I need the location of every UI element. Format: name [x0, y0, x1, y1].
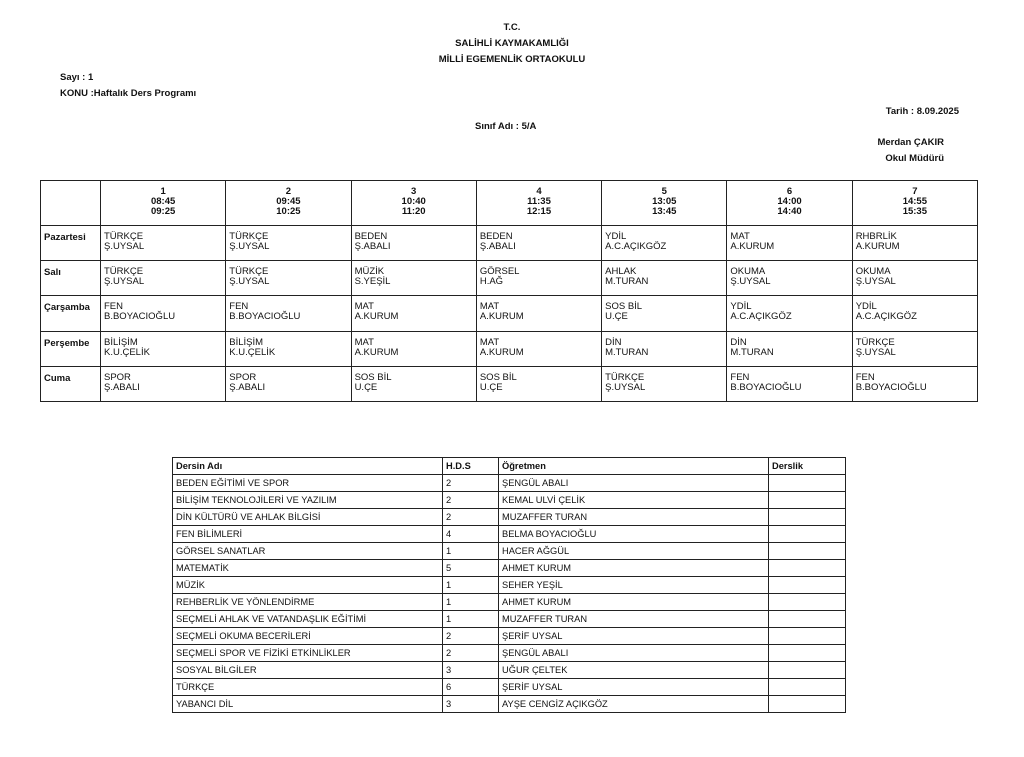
lesson-course: SOS BİL [354, 371, 392, 383]
period-end: 09:25 [150, 206, 176, 217]
lesson-cell [602, 331, 727, 366]
teacher-name: MUZAFFER TURAN [499, 611, 769, 628]
schedule-row [41, 366, 978, 401]
course-name: YABANCI DİL [173, 696, 443, 713]
course-name: MÜZİK [173, 577, 443, 594]
period-header [727, 181, 852, 226]
document-subject: KONU :Haftalık Ders Programı [60, 88, 197, 99]
lesson-teacher: Ş.UYSAL [605, 381, 646, 393]
course-row [173, 662, 846, 679]
lesson-teacher: A.KURUM [354, 346, 399, 358]
lesson-course: TÜRKÇE [605, 371, 645, 383]
classroom [769, 543, 846, 560]
lesson-cell [351, 366, 476, 401]
classroom [769, 662, 846, 679]
lesson-teacher: A.C.AÇIKGÖZ [730, 311, 792, 323]
lesson-course: YDİL [605, 231, 627, 242]
lesson-cell [351, 331, 476, 366]
lesson-cell [101, 296, 226, 331]
lesson-teacher: S.YEŞİL [354, 276, 391, 288]
period-start: 08:45 [150, 196, 176, 207]
classroom [769, 577, 846, 594]
lesson-teacher: Ş.ABALI [479, 241, 516, 252]
course-row [173, 611, 846, 628]
lesson-teacher: U.ÇE [479, 381, 503, 393]
teacher-name: ŞENGÜL ABALI [499, 645, 769, 662]
document-number: Sayı : 1 [60, 72, 94, 83]
lesson-course: FEN [229, 301, 249, 313]
weekly-hours: 1 [443, 543, 499, 560]
lesson-course: MÜZİK [354, 266, 385, 278]
weekly-hours: 4 [443, 526, 499, 543]
period-header [101, 181, 226, 226]
teacher-name: BELMA BOYACIOĞLU [499, 526, 769, 543]
course-name: SEÇMELİ SPOR VE FİZİKİ ETKİNLİKLER [173, 645, 443, 662]
day-name: Çarşamba [41, 296, 101, 331]
course-row [173, 543, 846, 560]
lesson-teacher: B.BOYACIOĞLU [104, 311, 176, 323]
course-table-header: Derslik [769, 458, 846, 475]
period-no: 1 [160, 186, 166, 197]
teacher-name: AHMET KURUM [499, 560, 769, 577]
course-row [173, 594, 846, 611]
teacher-name: SEHER YEŞİL [499, 577, 769, 594]
weekly-hours: 1 [443, 594, 499, 611]
lesson-teacher: B.BOYACIOĞLU [855, 381, 927, 393]
day-name: Perşembe [41, 331, 101, 366]
lesson-course: TÜRKÇE [104, 231, 144, 242]
course-row [173, 492, 846, 509]
weekly-hours: 6 [443, 679, 499, 696]
course-table-header: H.D.S [443, 458, 499, 475]
teacher-name: ŞERİF UYSAL [499, 628, 769, 645]
lesson-cell [852, 331, 977, 366]
course-name: BİLİŞİM TEKNOLOJİLERİ VE YAZILIM [173, 492, 443, 509]
lesson-teacher: M.TURAN [605, 346, 649, 358]
lesson-course: BEDEN [479, 231, 513, 242]
lesson-course: RHBRLİK [855, 231, 897, 242]
lesson-course: TÜRKÇE [229, 266, 269, 278]
teacher-name: AYŞE CENGİZ AÇIKGÖZ [499, 696, 769, 713]
lesson-cell [727, 261, 852, 296]
course-row [173, 679, 846, 696]
lesson-course: FEN [104, 301, 123, 313]
classroom [769, 679, 846, 696]
lesson-cell [351, 261, 476, 296]
teacher-name: ŞENGÜL ABALI [499, 475, 769, 492]
lesson-cell [476, 366, 601, 401]
schedule-row [41, 261, 978, 296]
lesson-teacher: Ş.UYSAL [229, 276, 270, 288]
classroom [769, 492, 846, 509]
lesson-teacher: B.BOYACIOĞLU [229, 311, 301, 323]
classroom [769, 560, 846, 577]
day-name: Pazartesi [41, 226, 101, 261]
course-row [173, 645, 846, 662]
lesson-teacher: Ş.UYSAL [855, 346, 896, 358]
period-no: 2 [285, 186, 292, 197]
lesson-course: BEDEN [354, 231, 388, 242]
weekly-hours: 2 [443, 645, 499, 662]
lesson-teacher: H.AĞ [479, 276, 504, 288]
teacher-name: AHMET KURUM [499, 594, 769, 611]
course-row [173, 628, 846, 645]
lesson-cell [852, 261, 977, 296]
lesson-cell [727, 226, 852, 261]
course-row [173, 526, 846, 543]
lesson-cell [476, 331, 601, 366]
course-row [173, 475, 846, 492]
lesson-course: MAT [354, 301, 374, 313]
weekly-hours: 5 [443, 560, 499, 577]
lesson-cell [476, 296, 601, 331]
schedule-header-row [41, 181, 978, 226]
schedule-row [41, 296, 978, 331]
day-name: Salı [41, 261, 101, 296]
teacher-name: HACER AĞGÜL [499, 543, 769, 560]
course-row [173, 696, 846, 713]
corner-cell [41, 181, 101, 226]
lesson-teacher: Ş.ABALI [354, 241, 391, 252]
classroom [769, 526, 846, 543]
course-row [173, 509, 846, 526]
lesson-cell [226, 296, 351, 331]
lesson-course: SOS BİL [605, 301, 643, 313]
period-no: 6 [786, 186, 793, 197]
period-end: 10:25 [276, 206, 301, 217]
principal-name: Merdan ÇAKIR [877, 137, 944, 148]
lesson-cell [101, 331, 226, 366]
classroom [769, 645, 846, 662]
weekly-hours: 3 [443, 696, 499, 713]
period-header [226, 181, 351, 226]
lesson-cell [226, 366, 351, 401]
lesson-teacher: Ş.UYSAL [730, 276, 771, 288]
lesson-course: GÖRSEL [479, 266, 520, 278]
lesson-course: AHLAK [605, 266, 637, 278]
day-name: Cuma [41, 366, 101, 401]
period-end: 14:40 [777, 206, 802, 217]
period-start: 13:05 [652, 196, 677, 207]
lesson-teacher: K.U.ÇELİK [104, 346, 150, 358]
weekly-hours: 1 [443, 577, 499, 594]
classroom [769, 475, 846, 492]
class-name: Sınıf Adı : 5/A [475, 121, 537, 132]
course-table-header-row [173, 458, 846, 475]
lesson-course: OKUMA [855, 266, 891, 278]
lesson-cell [727, 366, 852, 401]
lesson-course: TÜRKÇE [855, 336, 895, 348]
lesson-teacher: A.KURUM [354, 311, 399, 323]
period-header [476, 181, 601, 226]
lesson-teacher: B.BOYACIOĞLU [730, 381, 802, 393]
lesson-teacher: U.ÇE [354, 381, 378, 393]
course-name: SOSYAL BİLGİLER [173, 662, 443, 679]
lesson-teacher: K.U.ÇELİK [229, 346, 276, 358]
lesson-teacher: M.TURAN [605, 276, 649, 288]
lesson-course: MAT [479, 301, 500, 313]
lesson-teacher: Ş.UYSAL [855, 276, 896, 288]
lesson-teacher: A.C.AÇIKGÖZ [605, 241, 667, 252]
teacher-name: KEMAL ULVİ ÇELİK [499, 492, 769, 509]
course-name: GÖRSEL SANATLAR [173, 543, 443, 560]
course-table-header: Öğretmen [499, 458, 769, 475]
lesson-cell [351, 226, 476, 261]
lesson-cell [226, 226, 351, 261]
lesson-teacher: M.TURAN [730, 346, 774, 358]
lesson-course: BİLİŞİM [229, 336, 264, 348]
lesson-course: MAT [730, 231, 750, 242]
lesson-teacher: A.KURUM [730, 241, 775, 252]
lesson-course: FEN [730, 371, 750, 383]
teacher-name: MUZAFFER TURAN [499, 509, 769, 526]
course-name: DİN KÜLTÜRÜ VE AHLAK BİLGİSİ [173, 509, 443, 526]
course-teacher-table [172, 457, 846, 713]
weekly-hours: 1 [443, 611, 499, 628]
period-no: 4 [536, 186, 542, 197]
principal-title: Okul Müdürü [885, 153, 944, 164]
lesson-course: TÜRKÇE [229, 231, 269, 242]
schedule-row [41, 331, 978, 366]
lesson-cell [727, 331, 852, 366]
document-date: Tarih : 8.09.2025 [885, 106, 959, 117]
teacher-name: UĞUR ÇELTEK [499, 662, 769, 679]
period-start: 14:00 [777, 196, 802, 207]
period-start: 11:35 [527, 196, 551, 207]
lesson-cell [727, 296, 852, 331]
lesson-course: YDİL [855, 301, 877, 313]
course-row [173, 577, 846, 594]
lesson-course: YDİL [730, 301, 752, 313]
lesson-cell [602, 261, 727, 296]
lesson-cell [852, 226, 977, 261]
course-name: SEÇMELİ AHLAK VE VATANDAŞLIK EĞİTİMİ [173, 611, 443, 628]
lesson-cell [101, 226, 226, 261]
lesson-teacher: A.KURUM [479, 346, 524, 358]
weekly-hours: 2 [443, 475, 499, 492]
lesson-course: SPOR [104, 371, 131, 383]
period-end: 12:15 [526, 206, 552, 217]
course-name: BEDEN EĞİTİMİ VE SPOR [173, 475, 443, 492]
teacher-name: ŞERİF UYSAL [499, 679, 769, 696]
period-header [852, 181, 977, 226]
lesson-teacher: U.ÇE [605, 311, 628, 323]
lesson-teacher: Ş.UYSAL [104, 276, 145, 288]
classroom [769, 509, 846, 526]
lesson-cell [101, 261, 226, 296]
lesson-teacher: Ş.ABALI [229, 381, 266, 393]
lesson-course: FEN [855, 371, 875, 383]
classroom [769, 611, 846, 628]
course-name: FEN BİLİMLERİ [173, 526, 443, 543]
schedule-row [41, 226, 978, 261]
course-name: REHBERLİK VE YÖNLENDİRME [173, 594, 443, 611]
header-school: MİLLİ EGEMENLİK ORTAOKULU [438, 54, 586, 65]
lesson-course: OKUMA [730, 266, 766, 278]
course-row [173, 560, 846, 577]
lesson-cell [476, 226, 601, 261]
weekly-schedule-table [40, 180, 978, 402]
lesson-cell [226, 261, 351, 296]
lesson-course: MAT [354, 336, 374, 348]
header-tc: T.C. [503, 22, 521, 33]
classroom [769, 594, 846, 611]
period-start: 09:45 [276, 196, 301, 207]
period-start: 14:55 [902, 196, 927, 207]
period-end: 13:45 [652, 206, 677, 217]
lesson-course: TÜRKÇE [104, 266, 144, 278]
classroom [769, 628, 846, 645]
course-name: MATEMATİK [173, 560, 443, 577]
period-no: 3 [411, 186, 417, 197]
lesson-course: BİLİŞİM [104, 336, 138, 348]
header-kaymakamlik: SALİHLİ KAYMAKAMLIĞI [455, 38, 569, 49]
classroom [769, 696, 846, 713]
weekly-hours: 3 [443, 662, 499, 679]
lesson-cell [602, 296, 727, 331]
course-name: SEÇMELİ OKUMA BECERİLERİ [173, 628, 443, 645]
weekly-hours: 2 [443, 492, 499, 509]
lesson-course: MAT [479, 336, 500, 348]
weekly-hours: 2 [443, 509, 499, 526]
lesson-teacher: Ş.UYSAL [104, 241, 145, 252]
lesson-teacher: Ş.UYSAL [229, 241, 270, 252]
lesson-cell [476, 261, 601, 296]
lesson-course: DİN [730, 336, 747, 348]
lesson-cell [852, 296, 977, 331]
period-no: 5 [661, 186, 667, 197]
course-name: TÜRKÇE [173, 679, 443, 696]
lesson-teacher: A.KURUM [855, 241, 900, 252]
lesson-cell [852, 366, 977, 401]
lesson-teacher: A.KURUM [479, 311, 524, 323]
course-table-header: Dersin Adı [173, 458, 443, 475]
lesson-cell [602, 226, 727, 261]
lesson-teacher: Ş.ABALI [104, 381, 140, 393]
lesson-cell [226, 331, 351, 366]
period-header [351, 181, 476, 226]
lesson-course: SOS BİL [479, 371, 517, 383]
period-no: 7 [912, 186, 918, 197]
period-end: 15:35 [902, 206, 927, 217]
period-header [602, 181, 727, 226]
period-end: 11:20 [401, 206, 426, 217]
period-start: 10:40 [401, 196, 426, 207]
lesson-course: SPOR [229, 371, 257, 383]
lesson-course: DİN [605, 336, 622, 348]
lesson-cell [101, 366, 226, 401]
weekly-hours: 2 [443, 628, 499, 645]
lesson-cell [351, 296, 476, 331]
lesson-teacher: A.C.AÇIKGÖZ [855, 311, 917, 323]
lesson-cell [602, 366, 727, 401]
